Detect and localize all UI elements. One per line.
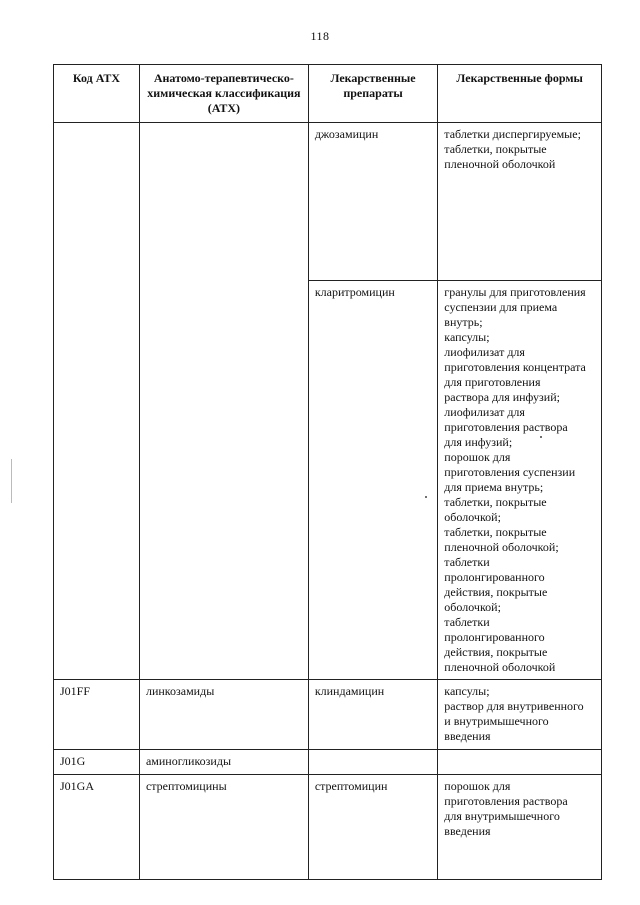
page-number: 118 (310, 29, 330, 43)
drug-cell: стрептомицин (308, 775, 437, 880)
drug-cell: кларитромицин (308, 281, 437, 680)
forms-cell: таблетки диспергируемые; таблетки, покрытые пленочной оболочкой (438, 123, 602, 281)
forms-cell: порошок для приготовления раствора для внутримышечного введения (438, 775, 602, 880)
scan-speck (540, 436, 542, 438)
drug-cell: джозамицин (308, 123, 437, 281)
header-classification: Анатомо-терапевтическо-химическая классификация (АТХ) (139, 65, 308, 123)
header-code: Код АТХ (54, 65, 140, 123)
scan-speck (425, 496, 427, 498)
drug-cell: клиндамицин (308, 680, 437, 750)
table-header-row (54, 65, 602, 123)
class-cell: аминогликозиды (139, 750, 308, 775)
code-cell: J01GA (54, 775, 140, 880)
header-drugs: Лекарственные препараты (308, 65, 437, 123)
code-cell: J01G (54, 750, 140, 775)
forms-cell: капсулы; раствор для внутривенного и внутримышечного введения (438, 680, 602, 750)
table-row (54, 680, 602, 750)
class-cell: стрептомицины (139, 775, 308, 880)
table-row (54, 123, 602, 281)
class-cell: линкозамиды (139, 680, 308, 750)
scan-margin-mark (11, 459, 12, 503)
forms-cell: гранулы для приготовления суспензии для приема внутрь; капсулы; лиофилизат для приготовления концентрата для приготовления раствора для инфузий; лиофилизат для приготовления раствора для инфузий; порошок для приготовления суспензии для приема внутрь; таблетки, покрытые оболочкой; таблетки, покрытые пленочной оболочкой; таблетки пролонгированного действия, покрытые оболочкой; таблетки пролонгированного действия, покрытые пленочной оболочкой (438, 281, 602, 680)
atx-table (53, 64, 602, 880)
class-cell-empty (139, 123, 308, 680)
header-forms: Лекарственные формы (438, 65, 602, 123)
table-row (54, 750, 602, 775)
table-row (54, 775, 602, 880)
code-cell-empty (54, 123, 140, 680)
code-cell: J01FF (54, 680, 140, 750)
forms-cell (438, 750, 602, 775)
drug-cell (308, 750, 437, 775)
